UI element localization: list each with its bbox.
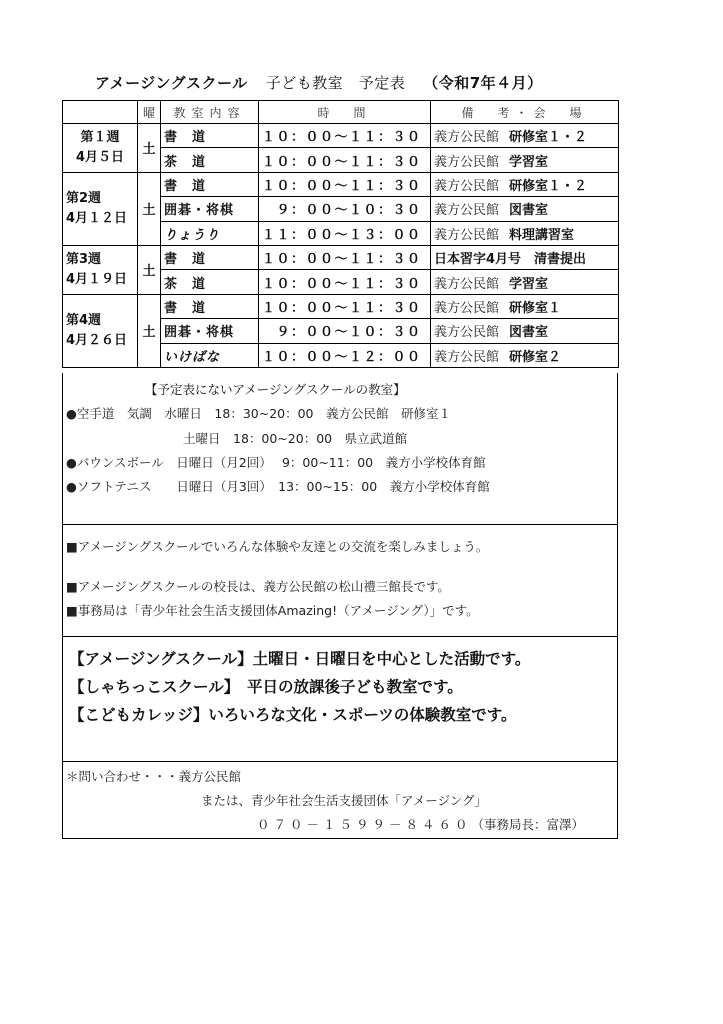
venue-place: 義方公民館 <box>434 276 500 292</box>
class-time: １０：００～１１：３０ <box>259 294 431 318</box>
class-time: １０：００～１２：００ <box>259 343 431 367</box>
class-venue <box>431 294 619 318</box>
venue-room: 研修室１・２ <box>509 130 588 146</box>
contact-line: ＊問い合わせ・・・義方公民館 <box>66 769 242 784</box>
venue-place: 義方公民館 <box>434 130 500 146</box>
class-time: ９：００～１０：３０ <box>259 319 431 343</box>
class-content: 囲碁・将棋 <box>161 319 259 343</box>
week-date: 4月２６日 <box>66 332 128 348</box>
class-time: ９：００～１０：３０ <box>259 197 431 221</box>
week-cell <box>63 172 138 245</box>
week-cell <box>63 124 138 173</box>
other-class-line: ●空手道 気調 水曜日 18：30~20：00 義方公民館 研修室１ <box>66 406 452 421</box>
class-time: １０：００～１１：３０ <box>259 245 431 269</box>
venue-room: 学習室 <box>509 276 549 292</box>
title-sub: 子ども教室 予定表 <box>265 74 406 92</box>
header-note: 備 考・会 場 <box>431 101 619 124</box>
class-content: 茶 道 <box>161 270 259 294</box>
venue-place: 義方公民館 <box>434 349 500 365</box>
class-venue <box>431 221 619 245</box>
venue-room: 料理講習室 <box>509 227 575 243</box>
venue-room: 図書室 <box>509 203 549 219</box>
venue-place: 義方公民館 <box>434 203 500 219</box>
day-cell: 土 <box>138 245 161 294</box>
week-label: 第3週 <box>66 251 102 267</box>
table-row <box>63 124 619 148</box>
week-label: 第2週 <box>66 190 102 206</box>
venue-place: 義方公民館 <box>434 178 500 194</box>
venue-room: 研修室２ <box>509 349 562 365</box>
venue-place: 義方公民館 <box>434 325 500 341</box>
class-content: 囲碁・将棋 <box>161 197 259 221</box>
venue-place: 義方公民館 <box>434 300 500 316</box>
class-time: １０：００～１１：３０ <box>259 172 431 196</box>
other-class-line: ●ソフトテニス 日曜日（月3回） 13：00~15：00 義方小学校体育館 <box>66 479 490 494</box>
other-classes-header: 【予定表にないアメージングスクールの教室】 <box>145 382 406 397</box>
week-date: 4月５日 <box>75 149 125 165</box>
title-period: （令和7年４月） <box>423 74 543 92</box>
week-date: 4月１９日 <box>66 271 128 287</box>
venue-room: 図書室 <box>509 325 549 341</box>
table-row <box>63 245 619 269</box>
other-class-line: 土曜日 18：00~20：00 県立武道館 <box>183 431 408 446</box>
table-row <box>63 294 619 318</box>
class-content: 書 道 <box>161 245 259 269</box>
other-class-line: ●バウンスボール 日曜日（月2回） 9：00~11：00 義方小学校体育館 <box>66 455 486 470</box>
class-venue <box>431 124 619 148</box>
class-note: 日本習字4月号 清書提出 <box>431 245 619 269</box>
title-main: アメージングスクール <box>95 74 248 92</box>
note-line: ■アメージングスクールの校長は、義方公民館の松山禮三館長です。 <box>66 579 450 594</box>
venue-room: 学習室 <box>509 154 549 170</box>
program-line: 【しゃちっこスクール】 平日の放課後子ども教室です。 <box>69 678 463 696</box>
class-venue <box>431 270 619 294</box>
contact-person: （事務局長：富澤） <box>471 817 585 832</box>
week-cell <box>63 294 138 367</box>
table-header-row <box>63 101 619 124</box>
week-date: 4月１２日 <box>66 210 128 226</box>
week-label: 第4週 <box>66 312 102 328</box>
class-time: １０：００～１１：３０ <box>259 148 431 172</box>
class-content: 書 道 <box>161 124 259 148</box>
class-venue <box>431 148 619 172</box>
day-cell: 土 <box>138 294 161 367</box>
day-cell: 土 <box>138 124 161 173</box>
class-content: 書 道 <box>161 294 259 318</box>
class-venue <box>431 343 619 367</box>
venue-room: 研修室１ <box>509 300 562 316</box>
header-time: 時 間 <box>259 101 431 124</box>
program-line: 【こどもカレッジ】いろいろな文化・スポーツの体験教室です。 <box>69 706 517 724</box>
class-venue <box>431 172 619 196</box>
class-venue <box>431 197 619 221</box>
class-content: りょうり <box>161 221 259 245</box>
programs-box <box>62 637 618 762</box>
class-content: いけばな <box>161 343 259 367</box>
contact-phone <box>257 815 584 833</box>
week-label: 第１週 <box>80 129 120 145</box>
schedule-table <box>62 100 619 368</box>
class-time: １０：００～１１：３０ <box>259 124 431 148</box>
class-time: １１：００～１３：００ <box>259 221 431 245</box>
venue-room: 研修室１・２ <box>509 178 588 194</box>
contact-box <box>62 762 618 839</box>
phone-number: ０７０－１５９９－８４６０ <box>257 817 472 832</box>
class-time: １０：００～１１：３０ <box>259 270 431 294</box>
header-day: 曜 <box>138 101 161 124</box>
venue-place: 義方公民館 <box>434 154 500 170</box>
table-row <box>63 172 619 196</box>
header-content: 教室内容 <box>161 101 259 124</box>
class-venue <box>431 319 619 343</box>
program-line: 【アメージングスクール】土曜日・日曜日を中心とした活動です。 <box>69 650 531 668</box>
note-line: ■事務局は「青少年社会生活支援団体Amazing!（アメージング）」です。 <box>66 603 479 618</box>
note-line: ■アメージングスクールでいろんな体験や友達との交流を楽しみましょう。 <box>66 539 489 554</box>
page-title <box>95 72 615 93</box>
contact-org: または、青少年社会生活支援団体「アメージング」 <box>201 793 487 808</box>
venue-place: 義方公民館 <box>434 227 500 243</box>
notes-box <box>62 525 618 637</box>
class-content: 茶 道 <box>161 148 259 172</box>
class-content: 書 道 <box>161 172 259 196</box>
header-week <box>63 101 138 124</box>
day-cell: 土 <box>138 172 161 245</box>
other-classes-box <box>62 373 618 525</box>
week-cell <box>63 245 138 294</box>
